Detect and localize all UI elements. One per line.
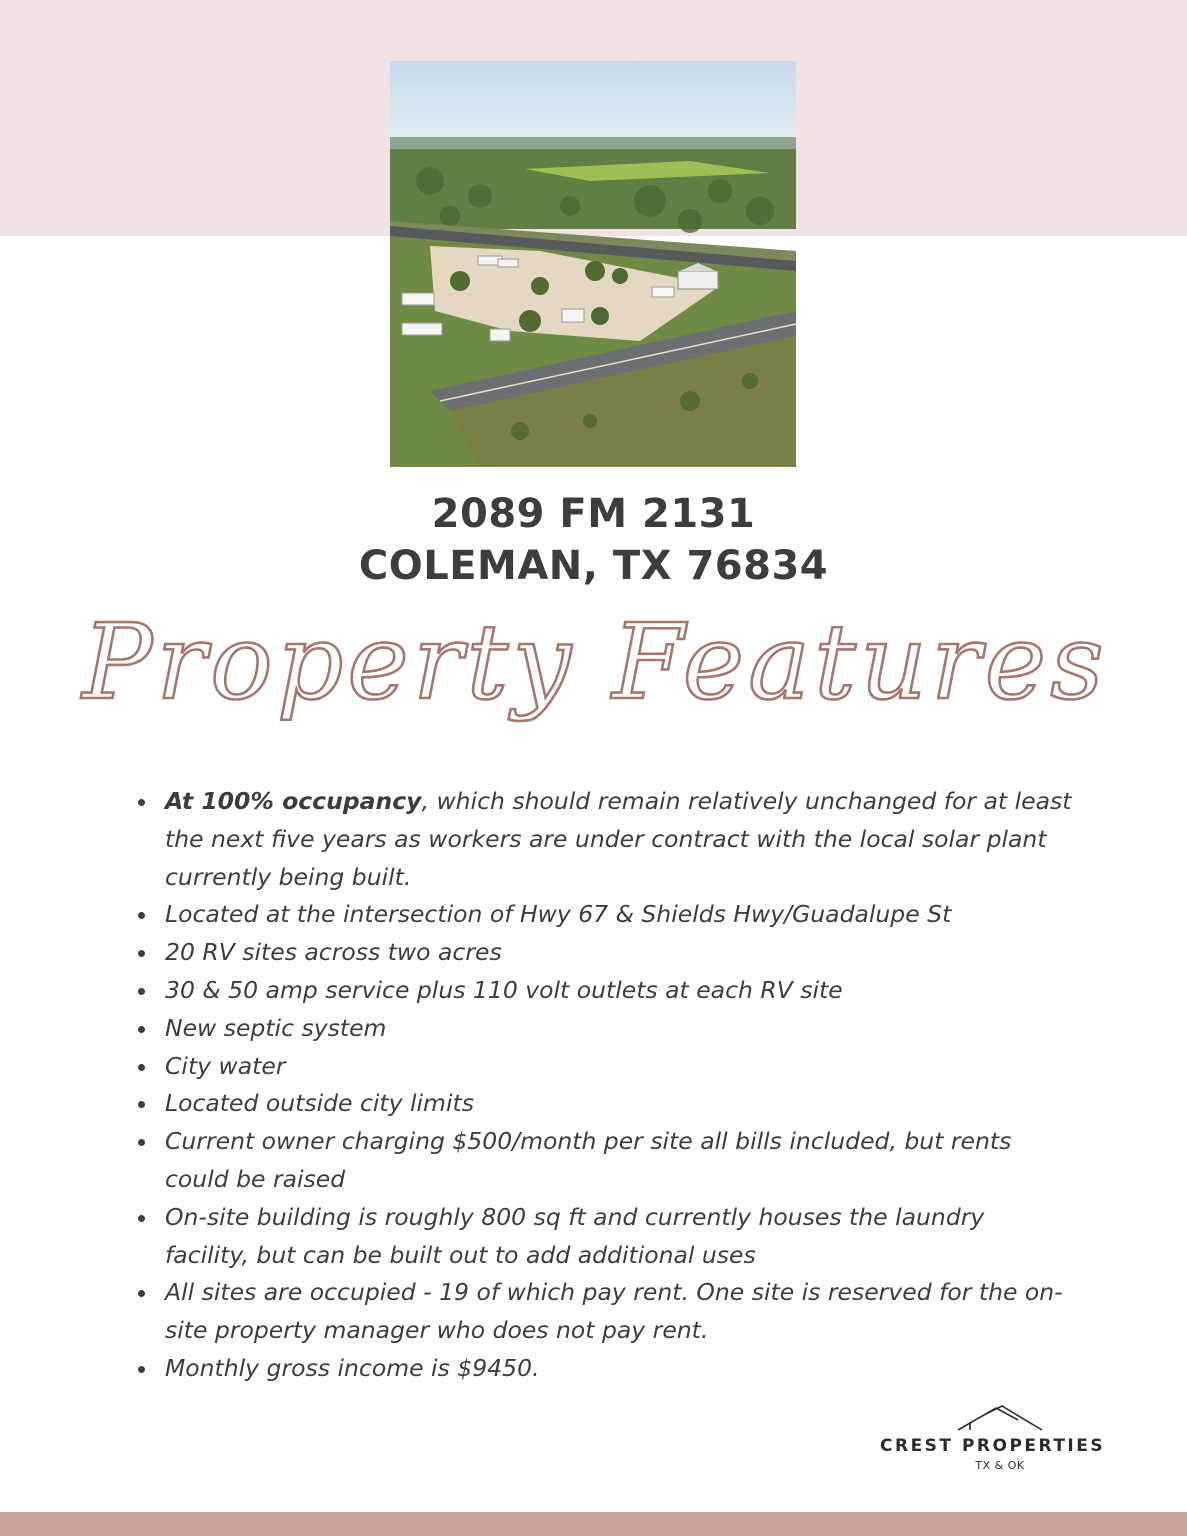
feature-item bbox=[134, 1274, 1074, 1350]
aerial-property-photo bbox=[390, 61, 796, 467]
house-roof-icon bbox=[956, 1404, 1044, 1432]
feature-text: All sites are occupied - 19 of which pay rent. One site is reserved for the on-site property manager who does not pay rent. bbox=[165, 1278, 1063, 1345]
feature-text: Monthly gross income is $9450. bbox=[165, 1353, 540, 1382]
feature-text: On-site building is roughly 800 sq ft and currently houses the laundry facility, but can be built out to add additional uses bbox=[165, 1202, 985, 1269]
feature-text: Located at the intersection of Hwy 67 & Shields Hwy/Guadalupe St bbox=[165, 900, 952, 929]
aerial-photo-illustration bbox=[390, 61, 796, 467]
address-line-2: COLEMAN, TX 76834 bbox=[358, 543, 829, 589]
feature-list bbox=[134, 783, 1074, 1388]
feature-item bbox=[134, 896, 1074, 934]
feature-highlight: At 100% occupancy bbox=[165, 787, 422, 815]
feature-item bbox=[134, 1123, 1074, 1199]
feature-text: City water bbox=[165, 1051, 286, 1080]
feature-item bbox=[134, 1199, 1074, 1275]
feature-text: Located outside city limits bbox=[165, 1089, 474, 1118]
feature-item bbox=[134, 783, 1074, 896]
feature-text: , which should remain relatively unchanged for at least the next five years as workers are under contract with the local solar plant currently being built. bbox=[165, 787, 1072, 891]
feature-item bbox=[134, 1048, 1074, 1086]
property-features-heading bbox=[82, 580, 1108, 760]
brand-region: TX & OK bbox=[975, 1459, 1025, 1472]
feature-text: Current owner charging $500/month per site all bills included, but rents could be raised bbox=[165, 1127, 1012, 1193]
feature-text: 30 & 50 amp service plus 110 volt outlets at each RV site bbox=[165, 975, 843, 1004]
feature-text: New septic system bbox=[165, 1013, 387, 1042]
address-line-1: 2089 FM 2131 bbox=[431, 491, 756, 537]
feature-item bbox=[134, 1085, 1074, 1123]
brand-name: CREST PROPERTIES bbox=[880, 1436, 1106, 1456]
heading-text: Property Features bbox=[82, 601, 1108, 723]
property-address bbox=[0, 488, 1187, 592]
feature-item bbox=[134, 972, 1074, 1010]
feature-item bbox=[134, 934, 1074, 972]
footer-band bbox=[0, 1512, 1187, 1536]
feature-text: 20 RV sites across two acres bbox=[165, 938, 502, 967]
feature-item bbox=[134, 1010, 1074, 1048]
crest-properties-logo bbox=[880, 1404, 1120, 1482]
feature-item bbox=[134, 1350, 1074, 1388]
